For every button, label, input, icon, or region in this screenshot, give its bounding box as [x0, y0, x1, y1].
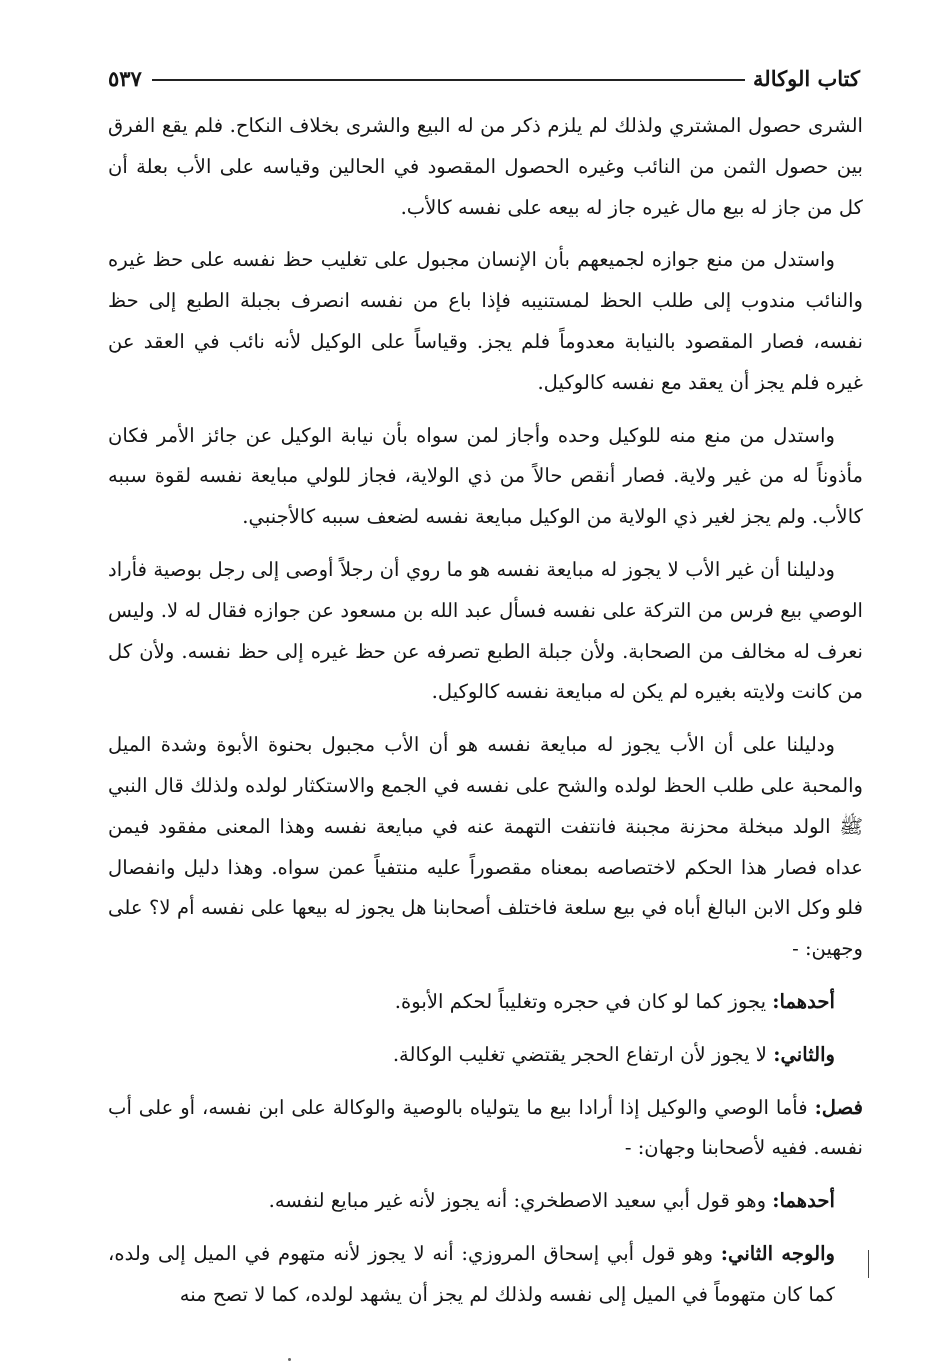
- paragraph-continuation: الشرى حصول المشتري ولذلك لم يلزم ذكر من له البيع والشرى بخلاف النكاح. فلم يقع الفرق بين حصول الثمن من النائب وغيره الحصول المقصود في الحالين وقياسه على الأب بعلة أن كل من جاز له بيع مال غيره جاز له بيعه على نفسه كالأب.: [108, 114, 863, 219]
- item-lead: والثاني:: [773, 1042, 835, 1066]
- page-number: ٥٣٧: [108, 65, 142, 91]
- paragraph: واستدل من منع منه للوكيل وحده وأجاز لمن سواه بأن نيابة الوكيل عن جائز الأمر فكان مأذوناً له من غير ولاية. فصار أنقص حالاً من ذي الولاية، فجاز للولي مبايعة نفسه لقوة سببه كالأب. ولم يجز لغير ذي الولاية من الوكيل مبايعة نفسه لضعف سببه كالأجنبي.: [108, 423, 863, 529]
- chapter-title: كتاب الوكالة: [753, 65, 860, 91]
- opinion-item: [108, 982, 863, 1023]
- opinion-item: [108, 1234, 863, 1316]
- fasl-text: فأما الوصي والوكيل إذا أرادا بيع ما يتولياه بالوصية والوكالة على ابن نفسه، أو على أب نفسه. ففيه لأصحابنا وجهان: -: [108, 1095, 863, 1160]
- margin-mark: [868, 1250, 869, 1278]
- fasl-lead: فصل:: [814, 1095, 863, 1119]
- item-lead: أحدهما:: [772, 989, 835, 1013]
- item-text: وهو قول أبي سعيد الاصطخري: أنه يجوز لأنه غير مبايع لنفسه.: [268, 1189, 773, 1213]
- item-text: لا يجوز لأن ارتفاع الحجر يقتضي تغليب الوكالة.: [392, 1042, 774, 1066]
- paragraph: ودليلنا على أن الأب يجوز له مبايعة نفسه هو أن الأب مجبول بحنوة الأبوة وشدة الميل والمحبة على طلب الحظ لولده والشح على نفسه في الجمع والاستكثار لولده ولذلك قال النبي ﷺ الولد مبخلة محزنة مجبنة فانتفت التهمة عنه في مبايعة نفسه وهذا المعنى مفقود فيمن عداه فصار هذا الحكم لاختصاصه بمعناه مقصوراً عليه منتفياً عمن سواه. وهذا دليل وانفصال فلو وكل الابن البالغ أباه في بيع سلعة فاختلف أصحابنا هل يجوز له بيعها على نفسه أم لا؟ على وجهين: -: [108, 733, 863, 961]
- item-text: وهو قول أبي إسحاق المروزي: أنه لا يجوز لأنه متهوم في الميل إلى ولده، كما كان متهوماً في الميل إلى نفسه ولذلك لم يجز أن يشهد لولده، كما لا تصح منه: [108, 1241, 835, 1306]
- paragraph: ودليلنا أن غير الأب لا يجوز له مبايعة نفسه هو ما روي أن رجلاً أوصى إلى رجل بوصية فأراد الوصي بيع فرس من التركة على نفسه فسأل عبد الله بن مسعود عن جوازه فقال له لا. وليس نعرف له مخالف من الصحابة. ولأن جبلة الطبع تصرفه عن حظ غيره إلى حظ نفسه. ولأن كل من كانت ولايته بغيره لم يكن له مبايعة نفسه كالوكيل.: [108, 557, 863, 704]
- body-text: [108, 106, 863, 1328]
- header-rule: [152, 79, 745, 81]
- print-speck: [288, 1358, 291, 1361]
- running-header: [108, 58, 860, 98]
- opinion-item: [108, 1181, 863, 1222]
- item-text: يجوز كما لو كان في حجره وتغليباً لحكم الأبوة.: [394, 989, 773, 1013]
- paragraph: واستدل من منع جوازه لجميعهم بأن الإنسان مجبول على تغليب حظ نفسه على حظ غيره والنائب مندوب إلى طلب الحظ لمستنيبه فإذا باع من نفسه انصرف بجبلة الطبع إلى حظ نفسه، فصار المقصود بالنيابة معدوماً فلم يجز. وقياساً على الوكيل لأنه نائب في العقد عن غيره فلم يجز أن يعقد مع نفسه كالوكيل.: [108, 248, 863, 394]
- item-lead: أحدهما:: [772, 1189, 835, 1213]
- section-fasl: [108, 1088, 863, 1170]
- opinion-item: [108, 1035, 863, 1076]
- item-lead: والوجه الثاني:: [720, 1241, 835, 1265]
